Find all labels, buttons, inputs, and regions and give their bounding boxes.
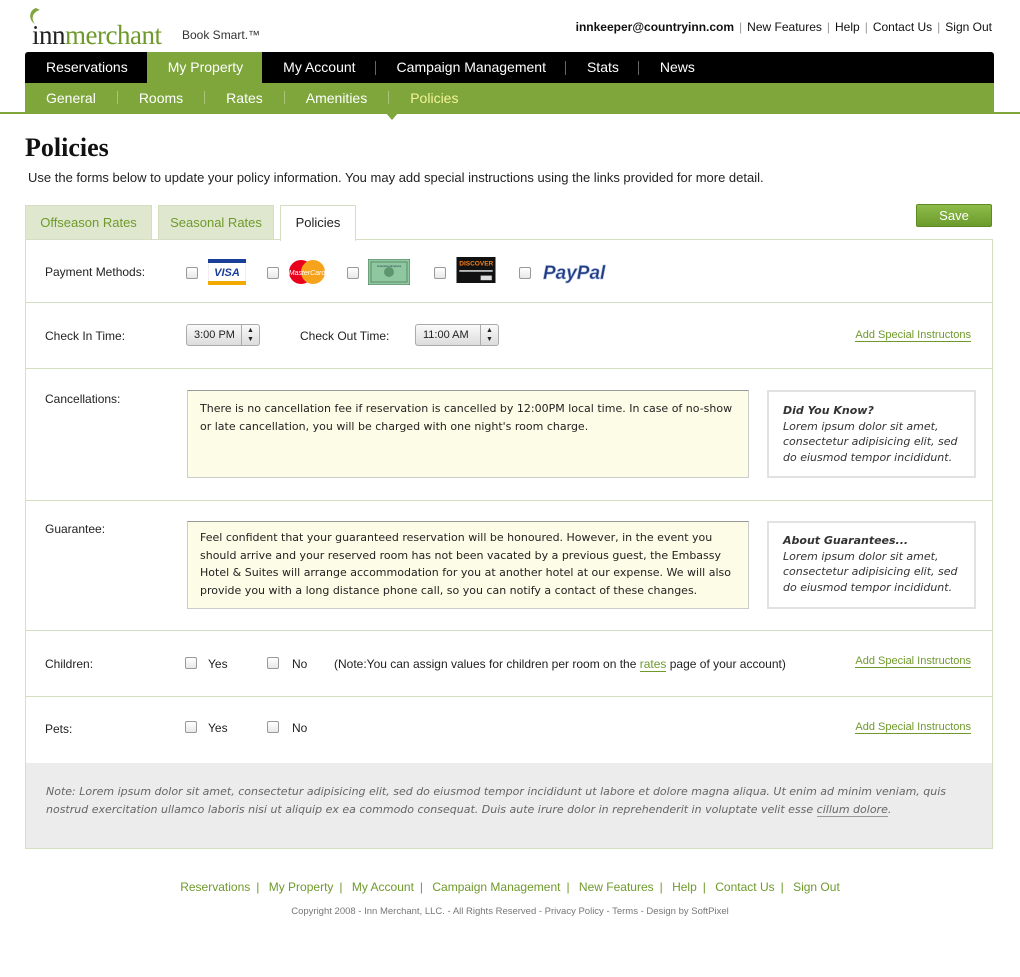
children-row <box>26 631 992 697</box>
user-email: innkeeper@countryinn.com <box>575 20 735 34</box>
payment-methods-row <box>26 240 992 303</box>
main-nav-news[interactable]: News <box>659 59 695 75</box>
main-nav-campaign[interactable]: Campaign Management <box>396 59 546 75</box>
save-button[interactable]: Save <box>916 204 992 227</box>
mastercard-checkbox[interactable] <box>267 267 279 279</box>
discover-text: DISCOVER <box>459 260 494 268</box>
times-special-instructions-link[interactable]: Add Special Instructons <box>855 329 971 341</box>
tip-text: Lorem ipsum dolor sit amet, consectetur adipisicing elit, sed do eiusmod tempor incididunt. <box>783 419 958 464</box>
children-no-checkbox[interactable] <box>267 657 279 669</box>
policy-note: Note: Lorem ipsum dolor sit amet, consectetur adipisicing elit, sed do eiusmod tempor incididunt ut labore et dolore magna aliqua. Ut enim ad minim veniam, quis nostrud exercitation ullamco laboris nisi ut aliquip ex ea commodo consequat. Duis aute irure dolor in reprehenderit in voluptate velit esse cillum dolore. <box>26 763 992 848</box>
tip-text: Lorem ipsum dolor sit amet, consectetur adipisicing elit, sed do eiusmod tempor incididunt. <box>783 549 958 594</box>
pets-no-label: No <box>292 721 308 735</box>
footer-link-my-property[interactable]: My Property <box>268 880 334 894</box>
main-nav <box>25 52 994 83</box>
cancellations-label: Cancellations: <box>45 392 121 406</box>
children-yes-checkbox[interactable] <box>185 657 197 669</box>
header-divider <box>0 112 1020 114</box>
footer-link-campaign[interactable]: Campaign Management <box>432 880 561 894</box>
sub-nav-general[interactable]: General <box>46 89 96 106</box>
active-indicator-arrow-icon <box>385 112 399 120</box>
mastercard-text: MasterCard <box>288 270 326 277</box>
top-link-new-features[interactable]: New Features <box>747 20 822 34</box>
pets-no-checkbox[interactable] <box>267 721 279 733</box>
footer-link-reservations[interactable]: Reservations <box>180 880 251 894</box>
pets-special-instructions-link[interactable]: Add Special Instructons <box>855 721 971 733</box>
paypal-checkbox[interactable] <box>519 267 531 279</box>
check-out-time-spinner[interactable] <box>415 324 499 346</box>
payment-methods-label: Payment Methods: <box>45 265 146 279</box>
top-links: innkeeper@countryinn.com | New Features | Help | Contact Us | Sign Out <box>575 20 992 34</box>
cancellations-textarea[interactable]: There is no cancellation fee if reservation is cancelled by 12:00PM local time. In case of no-show or late cancellation, you will be charged with one night's room charge. <box>187 390 749 478</box>
children-special-instructions-link[interactable]: Add Special Instructons <box>855 655 971 667</box>
cillum-dolore-link[interactable]: cillum dolore <box>816 803 888 816</box>
pets-yes-label: Yes <box>208 721 228 735</box>
tip-title: About Guarantees... <box>783 534 909 547</box>
discover-card-icon <box>455 257 497 283</box>
amex-checkbox[interactable] <box>347 267 359 279</box>
logo[interactable] <box>26 6 266 50</box>
guarantee-row <box>26 501 992 631</box>
copyright: Copyright 2008 - Inn Merchant, LLC. - All Rights Reserved - Privacy Policy - Terms - Design by SoftPixel <box>291 906 729 917</box>
sub-nav <box>25 83 994 112</box>
tab-policies[interactable]: Policies <box>280 205 356 241</box>
pets-label: Pets: <box>45 722 73 736</box>
mastercard-icon <box>287 259 327 285</box>
footer-nav: Reservations | My Property | My Account | Campaign Management | New Features | Help | Contact Us | Sign Out <box>180 880 840 894</box>
sub-nav-rooms[interactable]: Rooms <box>138 89 184 106</box>
main-nav-stats[interactable]: Stats <box>586 59 619 75</box>
children-label: Children: <box>45 657 94 671</box>
logo-tagline: Book Smart.™ <box>182 28 261 42</box>
main-nav-my-account[interactable]: My Account <box>283 59 356 75</box>
guarantee-textarea[interactable]: Feel confident that your guaranteed reservation will be honoured. However, in the event you should arrive and your reserved room has not been vacated by a previous guest, the Embassy Hotel & Suites will arrange accommodation for you at another hotel at our expense. We will also provide you with a long distance phone call, so you can notify a contact of these changes. <box>187 521 749 609</box>
guarantee-label: Guarantee: <box>45 522 106 536</box>
main-nav-my-property[interactable]: My Property <box>147 52 262 83</box>
about-guarantees-tip <box>767 521 976 609</box>
discover-checkbox[interactable] <box>434 267 446 279</box>
page-title: Policies <box>25 133 109 162</box>
sub-nav-policies[interactable]: Policies <box>410 89 459 106</box>
check-in-label: Check In Time: <box>45 329 126 343</box>
footer-link-my-account[interactable]: My Account <box>351 880 414 894</box>
check-in-time-value: 3:00 PM <box>194 329 235 341</box>
spinner-arrows-icon[interactable]: ▲ ▼ <box>480 325 498 345</box>
children-note: (Note:You can assign values for children per room on the rates page of your account) <box>334 657 786 671</box>
tab-offseason-rates[interactable]: Offseason Rates <box>25 205 152 239</box>
page-intro: Use the forms below to update your policy information. You may add special instructions using the links provided for more detail. <box>28 170 764 185</box>
check-out-label: Check Out Time: <box>300 329 390 343</box>
check-times-row <box>26 303 992 369</box>
cancellations-row <box>26 369 992 501</box>
paypal-icon <box>542 260 616 286</box>
rates-link[interactable]: rates <box>639 657 667 671</box>
visa-text: VISA <box>214 267 240 279</box>
tip-title: Did You Know? <box>783 404 874 417</box>
paypal-text: PayPal <box>543 263 606 284</box>
children-no-label: No <box>292 657 308 671</box>
footer-link-contact[interactable]: Contact Us <box>715 880 775 894</box>
pets-row <box>26 697 992 763</box>
amex-text: American Express <box>376 264 402 268</box>
visa-checkbox[interactable] <box>186 267 198 279</box>
check-in-time-spinner[interactable] <box>186 324 260 346</box>
children-yes-label: Yes <box>208 657 228 671</box>
amex-card-icon <box>368 259 410 285</box>
footer-link-new-features[interactable]: New Features <box>578 880 654 894</box>
visa-card-icon <box>208 259 246 285</box>
sub-nav-amenities[interactable]: Amenities <box>305 89 368 106</box>
top-link-help[interactable]: Help <box>835 20 860 34</box>
top-link-contact[interactable]: Contact Us <box>872 20 933 34</box>
tab-seasonal-rates[interactable]: Seasonal Rates <box>158 205 274 239</box>
main-nav-reservations[interactable]: Reservations <box>46 59 128 75</box>
pets-yes-checkbox[interactable] <box>185 721 197 733</box>
sub-nav-rates[interactable]: Rates <box>226 89 263 106</box>
did-you-know-tip <box>767 390 976 478</box>
logo-wordmark: innmerchant <box>32 20 162 50</box>
check-out-time-value: 11:00 AM <box>423 329 469 341</box>
footer-link-help[interactable]: Help <box>672 880 697 894</box>
policies-panel <box>25 239 993 849</box>
spinner-arrows-icon[interactable]: ▲ ▼ <box>241 325 259 345</box>
footer-link-sign-out[interactable]: Sign Out <box>793 880 840 894</box>
top-link-sign-out[interactable]: Sign Out <box>945 20 992 34</box>
